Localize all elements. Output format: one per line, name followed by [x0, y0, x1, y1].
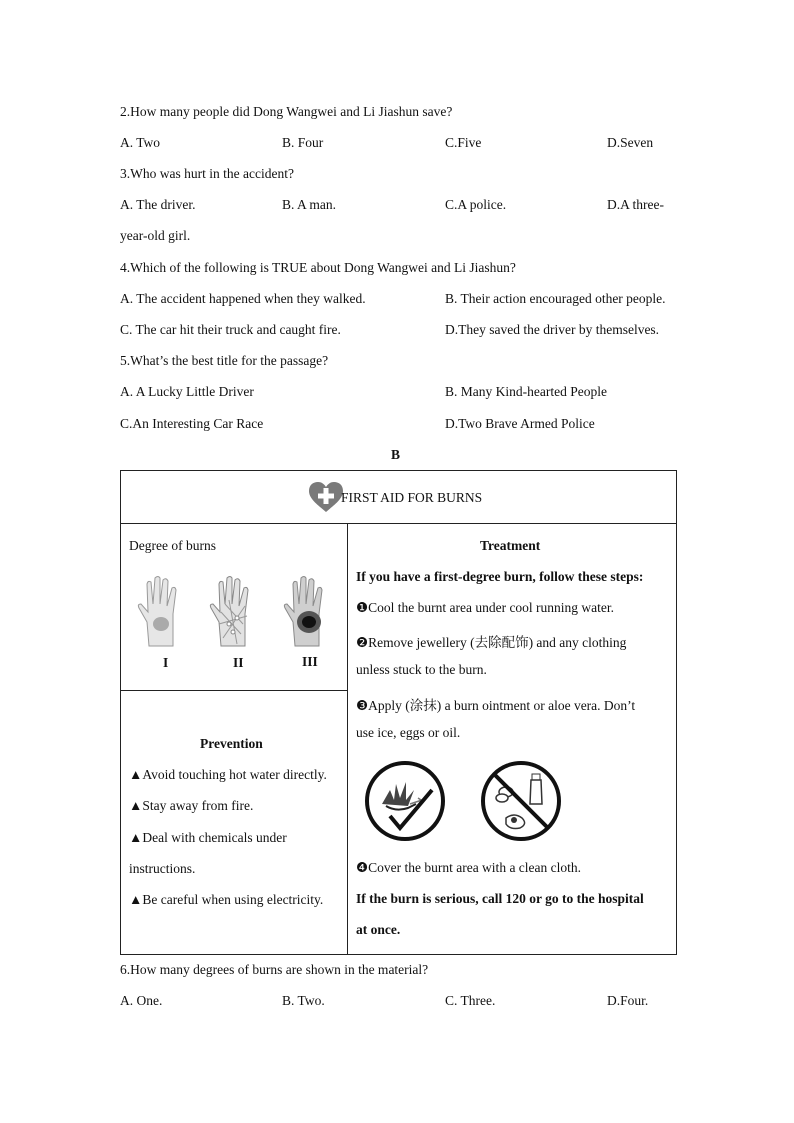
treatment-heading: Treatment	[480, 538, 541, 553]
serious-burn-note-continuation: at once.	[356, 922, 401, 937]
triangle-bullet-icon: ▲	[129, 798, 143, 813]
prevention-item-3-continuation: instructions.	[129, 861, 196, 876]
q3-question: 3.Who was hurt in the accident?	[120, 166, 294, 181]
step-1-text: Cool the burnt area under cool running water.	[368, 600, 615, 615]
step-3-continuation: use ice, eggs or oil.	[356, 725, 461, 740]
triangle-bullet-icon: ▲	[129, 892, 143, 907]
prevention-item-2: ▲Stay away from fire.	[129, 798, 254, 813]
step-2-marker: ❷	[356, 635, 369, 650]
q5-option-c: C.An Interesting Car Race	[120, 416, 264, 431]
treatment-intro: If you have a first-degree burn, follow these steps:	[356, 569, 644, 584]
q5-question: 5.What’s the best title for the passage?	[120, 353, 329, 368]
prevention-cell	[121, 691, 348, 955]
q4-option-d: D.They saved the driver by themselves.	[445, 322, 660, 337]
material-title: FIRST AID FOR BURNS	[341, 490, 483, 505]
section-label: B	[391, 447, 401, 462]
step-2-text: Remove jewellery (去除配饰) and any clothing	[368, 635, 627, 650]
q4-option-b: B. Their action encouraged other people.	[445, 291, 666, 306]
q6-option-b: B. Two.	[282, 993, 325, 1008]
second-degree-hand-icon	[207, 574, 259, 648]
step-3-text: Apply (涂抹) a burn ointment or aloe vera. Don’t	[368, 698, 636, 713]
q2-question: 2.How many people did Dong Wangwei and Li Jiashun save?	[120, 104, 453, 119]
q4-question: 4.Which of the following is TRUE about Dong Wangwei and Li Jiashun?	[120, 260, 516, 275]
degree-label: Degree of burns	[129, 538, 216, 553]
step-2-continuation: unless stuck to the burn.	[356, 662, 487, 677]
q2-option-d: D.Seven	[607, 135, 654, 150]
serious-burn-note: If the burn is serious, call 120 or go to the hospital	[356, 891, 644, 906]
q5-option-d: D.Two Brave Armed Police	[445, 416, 595, 431]
title-cell	[121, 471, 677, 524]
q3-option-d-continuation: year-old girl.	[120, 228, 191, 243]
q6-question: 6.How many degrees of burns are shown in the material?	[120, 962, 429, 977]
first-aid-table	[120, 470, 677, 955]
treatment-cell	[348, 524, 677, 955]
degree-label-2: II	[233, 655, 244, 670]
step-3-marker: ❸	[356, 698, 369, 713]
q5-option-b: B. Many Kind-hearted People	[445, 384, 607, 399]
q6-option-d: D.Four.	[607, 993, 649, 1008]
q4-option-a: A. The accident happened when they walked.	[120, 291, 366, 306]
degree-cell	[121, 524, 348, 691]
step-4	[356, 860, 581, 876]
step-4-text: Cover the burnt area with a clean cloth.	[368, 860, 582, 875]
triangle-bullet-icon: ▲	[129, 830, 143, 845]
medical-heart-icon	[308, 481, 344, 513]
forbidden-ice-eggs-oil-icon	[476, 760, 566, 842]
third-degree-hand-icon	[281, 574, 333, 648]
q3-option-c: C.A police.	[445, 197, 507, 212]
q3-option-a: A. The driver.	[120, 197, 196, 212]
step-1	[356, 600, 614, 616]
q4-option-c: C. The car hit their truck and caught fire.	[120, 322, 341, 337]
prevention-item-3: ▲Deal with chemicals under	[129, 830, 287, 845]
q5-option-a: A. A Lucky Little Driver	[120, 384, 254, 399]
q3-option-d: D.A three-	[607, 197, 664, 212]
q3-option-b: B. A man.	[282, 197, 337, 212]
prevention-heading: Prevention	[200, 736, 263, 751]
degree-label-1: I	[163, 655, 169, 670]
q2-option-c: C.Five	[445, 135, 482, 150]
degree-label-3: III	[302, 654, 318, 669]
step-1-marker: ❶	[356, 600, 369, 615]
step-4-marker: ❹	[356, 860, 369, 875]
triangle-bullet-icon: ▲	[129, 767, 143, 782]
prevention-item-1: ▲Avoid touching hot water directly.	[129, 767, 327, 782]
q6-option-c: C. Three.	[445, 993, 496, 1008]
prevention-item-4: ▲Be careful when using electricity.	[129, 892, 324, 907]
step-2	[356, 631, 626, 651]
allowed-aloe-icon	[360, 760, 450, 842]
q2-option-a: A. Two	[120, 135, 161, 150]
q2-option-b: B. Four	[282, 135, 324, 150]
q6-option-a: A. One.	[120, 993, 163, 1008]
first-degree-hand-icon	[135, 574, 187, 648]
step-3	[356, 694, 635, 714]
